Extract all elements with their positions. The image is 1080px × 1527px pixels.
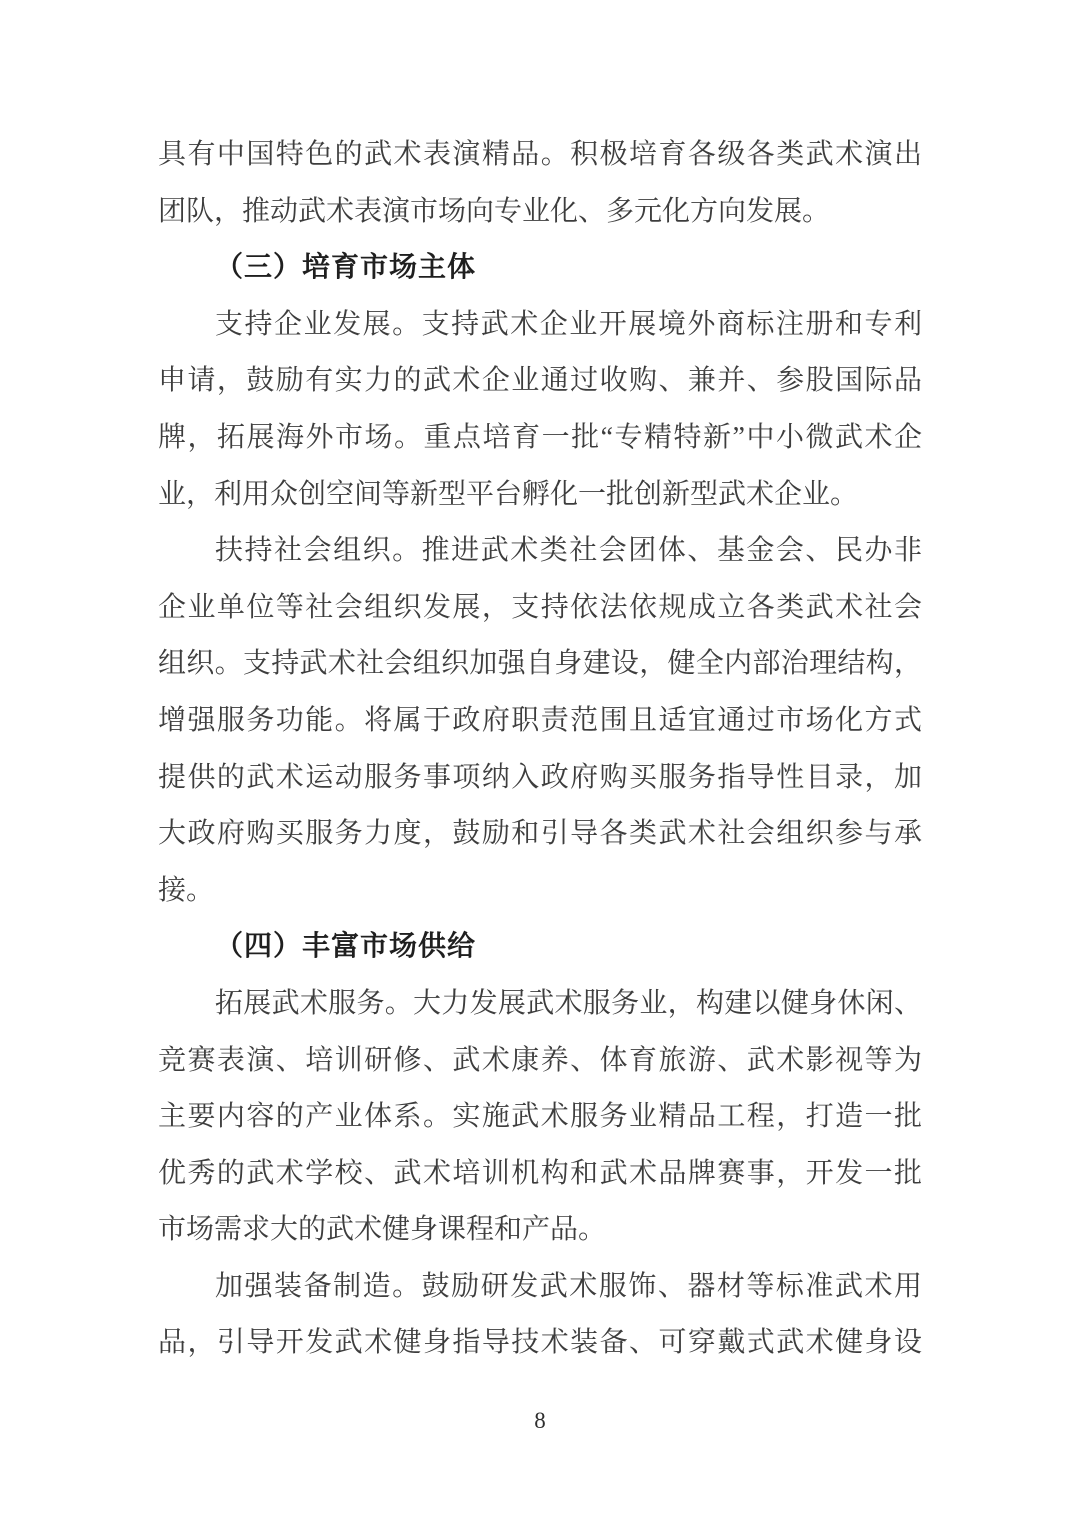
text-line: 业，利用众创空间等新型平台孵化一批创新型武术企业。: [158, 478, 859, 510]
text-line: 支持企业发展。支持武术企业开展境外商标注册和专利: [215, 308, 922, 340]
text-line: 主要内容的产业体系。实施武术服务业精品工程，打造一批: [158, 1101, 922, 1133]
text-line: 加强装备制造。鼓励研发武术服饰、器材等标准武术用: [215, 1270, 922, 1302]
text-line: 接。: [158, 874, 215, 906]
text-line: 扶持社会组织。推进武术类社会团体、基金会、民办非: [215, 535, 922, 567]
text-line: 大政府购买服务力度，鼓励和引导各类武术社会组织参与承: [158, 818, 922, 850]
text-line: 企业单位等社会组织发展，支持依法依规成立各类武术社会: [158, 591, 922, 623]
section-heading-4: （四）丰富市场供给: [215, 931, 477, 963]
text-line: 团队，推动武术表演市场向专业化、多元化方向发展。: [158, 195, 831, 227]
document-text-block: [158, 127, 922, 1372]
text-line: 增强服务功能。将属于政府职责范围且适宜通过市场化方式: [158, 704, 922, 736]
page-number: 8: [534, 1408, 546, 1433]
section-heading-3: （三）培育市场主体: [215, 252, 477, 284]
text-line: 牌，拓展海外市场。重点培育一批“专精特新”中小微武术企: [158, 421, 922, 453]
text-line: 品，引导开发武术健身指导技术装备、可穿戴式武术健身设: [158, 1327, 922, 1359]
text-line: 具有中国特色的武术表演精品。积极培育各级各类武术演出: [158, 139, 922, 170]
text-line: 申请，鼓励有实力的武术企业通过收购、兼并、参股国际品: [158, 365, 922, 397]
text-line: 市场需求大的武术健身课程和产品。: [158, 1214, 607, 1246]
text-line: 竞赛表演、培训研修、武术康养、体育旅游、武术影视等为: [158, 1044, 922, 1076]
text-line: 优秀的武术学校、武术培训机构和武术品牌赛事，开发一批: [158, 1157, 922, 1189]
text-line: 拓展武术服务。大力发展武术服务业，构建以健身休闲、: [215, 987, 922, 1019]
text-line: 组织。支持武术社会组织加强自身建设，健全内部治理结构，: [158, 648, 922, 680]
text-line: 提供的武术运动服务事项纳入政府购买服务指导性目录，加: [158, 761, 922, 793]
